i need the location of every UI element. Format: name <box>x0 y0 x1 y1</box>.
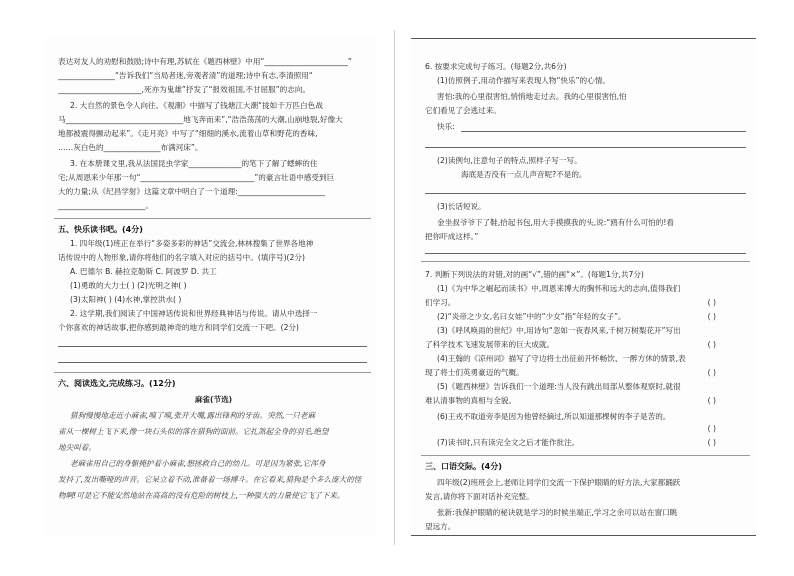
text-line: 2. 这学期,我们阅读了中国神话传说和世界经典神话与传说。请从中选择一 <box>70 309 318 318</box>
judge-item: (2)“炎帝之少女,名曰女娃”中的“少女”指“年轻的女子”。 <box>437 312 626 321</box>
story-line: 地尖叫着。 <box>58 443 96 452</box>
section-5-title: 五、快乐读书吧。(4分) <box>58 225 143 234</box>
section-divider <box>421 455 750 456</box>
answer-rule[interactable] <box>58 362 367 363</box>
answer-line: (3)太阳神( ) (4)水神,掌控洪水( ) <box>70 295 182 304</box>
story-line: 发抖了,发出嘶哑的声音。它呆立着不动,准备着一场搏斗。在它看来,猎狗是个多么庞大的怪 <box>58 475 362 484</box>
answer-rule[interactable] <box>461 131 746 132</box>
text-line: 表达对友人的劝慰和鼓励;诗中有理,苏轼在《题西林壁》中用“______________________” <box>58 57 352 66</box>
judge-item: (5)《题西林壁》告诉我们一个道理:当人没有跳出局部从整体观察时,就很 <box>437 382 681 391</box>
question-6-title: 6. 按要求完成句子练习。(每题2分,共6分) <box>425 62 567 71</box>
text-line: 1. 四年级(1)班正在举行“多姿多彩的神话”交流会,林林搜集了世界各地神 <box>70 239 314 248</box>
answer-paren[interactable]: ( ) <box>707 298 716 307</box>
story-line: 物啊!可是它不能安然地站在高高的没有危险的树枝上,一种强大的力量使它飞了下来。 <box>58 491 345 500</box>
answer-line: (1)勇敢的大力士( ) (2)光明之神( ) <box>70 281 187 290</box>
judge-item: 们学习。 <box>425 298 456 307</box>
question-7-title: 7. 判断下列说法的对错,对的画“√”,错的画“×”。(每题1分,共7分) <box>425 270 644 279</box>
dialogue-line: 望远方。 <box>425 522 456 531</box>
answer-paren[interactable]: ( ) <box>707 312 716 321</box>
text-line: 地都被震得颤动起来”。《走月亮》中写了“细细的溪水,流着山草和野花的香味, <box>58 129 318 138</box>
story-line: 老麻雀用自己的身躯掩护着小麻雀,想拯救自己的幼儿。可是因为紧张,它浑身 <box>70 459 326 468</box>
answer-paren[interactable]: ( ) <box>707 396 716 405</box>
text-line: (3)长话短说。 <box>437 202 486 211</box>
judge-item: (6)王戎不取道旁李是因为他曾经摘过,所以知道那棵树的李子是苦的。 <box>437 412 671 421</box>
story-line: 雀从一棵树上飞下来,像一块石头似的落在猎狗的面前。它扎煞起全身的羽毛,绝望 <box>58 427 329 436</box>
text-line: 四年级(2)班班会上,老师让同学们交流一下保护眼睛的好方法,大家都踊跃 <box>437 478 681 487</box>
judge-item: 了科学技术飞速发展带来的巨大成就。 <box>425 340 555 349</box>
text-line: _______________________。 <box>58 201 153 210</box>
page-fold-divider <box>394 30 395 545</box>
judge-item: (7)读书时,只有读完全文之后才能作批注。 <box>437 438 580 447</box>
answer-rule[interactable] <box>425 253 746 254</box>
text-line: 马_______________________________地飞奔而来”,“浩浩荡荡的大潮,山崩地裂,好像大 <box>58 115 343 124</box>
text-line: 把你吓成这样。” <box>425 232 479 241</box>
judge-item: (1)《为中华之崛起而读书》中,周恩来博大的胸怀和远大的志向,值得我们 <box>437 284 681 293</box>
answer-rule[interactable] <box>58 346 367 347</box>
answer-paren[interactable]: ( ) <box>707 368 716 377</box>
question-3: 3. 在本册课文里,我从法国昆虫学家______________的笔下了解了蟋蟀的住 <box>70 159 318 168</box>
right-page <box>411 38 756 536</box>
answer-paren[interactable]: ( ) <box>707 424 716 433</box>
answer-rule[interactable] <box>425 193 746 194</box>
text-line: 宅;从周恩来少年那一句“______________________________”的豪言壮语中感受到巨 <box>58 173 335 182</box>
example-line: 害怕:我的心里很害怕,悄悄地走过去。我的心里很害怕,怕 <box>437 92 627 101</box>
text-line: (1)仿照例子,用动作描写来表现人物“快乐”的心情。 <box>437 76 610 85</box>
left-page <box>44 38 377 536</box>
section-3-title: 三、口语交际。(4分) <box>425 462 502 471</box>
section-6-title: 六、阅读选文,完成练习。(12分) <box>58 379 176 388</box>
options-line: A. 巴德尔 B. 赫拉克勒斯 C. 阿波罗 D. 共工 <box>70 267 217 276</box>
text-line: 发言,请你将下面对话补充完整。 <box>425 492 534 501</box>
text-line: 金坐叔爷爷下了鞋,拾起书包,用大手摸摸我的头,说:“鸥有什么可怕的!看 <box>437 218 674 227</box>
judge-item: 难认清事物的真相与全貌。 <box>425 396 517 405</box>
text-line: ……灰白色的_______________布满河床”。 <box>58 143 203 152</box>
dialogue-line: 张新:我保护眼睛的秘诀就是学习的时候坐端正,学习之余可以站在窗口眺 <box>437 508 678 517</box>
example-line: 海底是否没有一点儿声音呢?不是的。 <box>461 170 587 179</box>
answer-rule[interactable] <box>425 147 746 148</box>
text-line: 个你喜欢的神话故事,把你感到最神奇的地方和同学们交流一下吧。(2分) <box>58 323 299 332</box>
judge-item: (3)《呼风唤雨的世纪》中,用诗句“忽如一夜春风来,千树万树梨花开”写出 <box>437 326 681 335</box>
section-divider <box>54 218 371 219</box>
question-2: 2. 大自然的景色令人向往。《观潮》中描写了钱塘江大潮“拢如千万匹白色战 <box>70 101 323 110</box>
text-line: (2)读例句,注意句子的特点,照样子写一写。 <box>437 156 582 165</box>
text-line: ______________________,死亦为鬼雄”抒发了“报效祖国,不甘屈服”的志向。 <box>58 85 311 94</box>
story-line: 猎狗慢慢地走近小麻雀,嗅了嗅,张开大嘴,露出锋利的牙齿。突然,一只老麻 <box>70 411 316 420</box>
story-title: 麻雀(节选) <box>194 395 233 404</box>
section-divider <box>54 372 371 373</box>
judge-item: (4)王翰的《凉州词》描写了守边将士出征前开怀畅饮、一醉方休的情景,表 <box>437 354 686 363</box>
happy-label: 快乐: <box>437 122 455 131</box>
section-divider <box>421 261 750 262</box>
answer-paren[interactable]: ( ) <box>707 438 716 447</box>
text-line: _______________“告诉我们“当局者迷,旁观者清”的道理;诗中有志,李清照用“ <box>58 71 313 80</box>
answer-paren[interactable]: ( ) <box>707 340 716 349</box>
text-line: 话传说中的人物形象,请你将他们的名字填入对应的括号中。(填序号)(2分) <box>58 253 305 262</box>
text-line: 大的力量;从《纪昌学射》这篇文章中明白了一个道理:_______________________ <box>58 187 326 196</box>
judge-item: 现了将士们英勇豪迈的气概。 <box>425 368 524 377</box>
example-line: 它们看见了会逃过来。 <box>425 106 501 115</box>
